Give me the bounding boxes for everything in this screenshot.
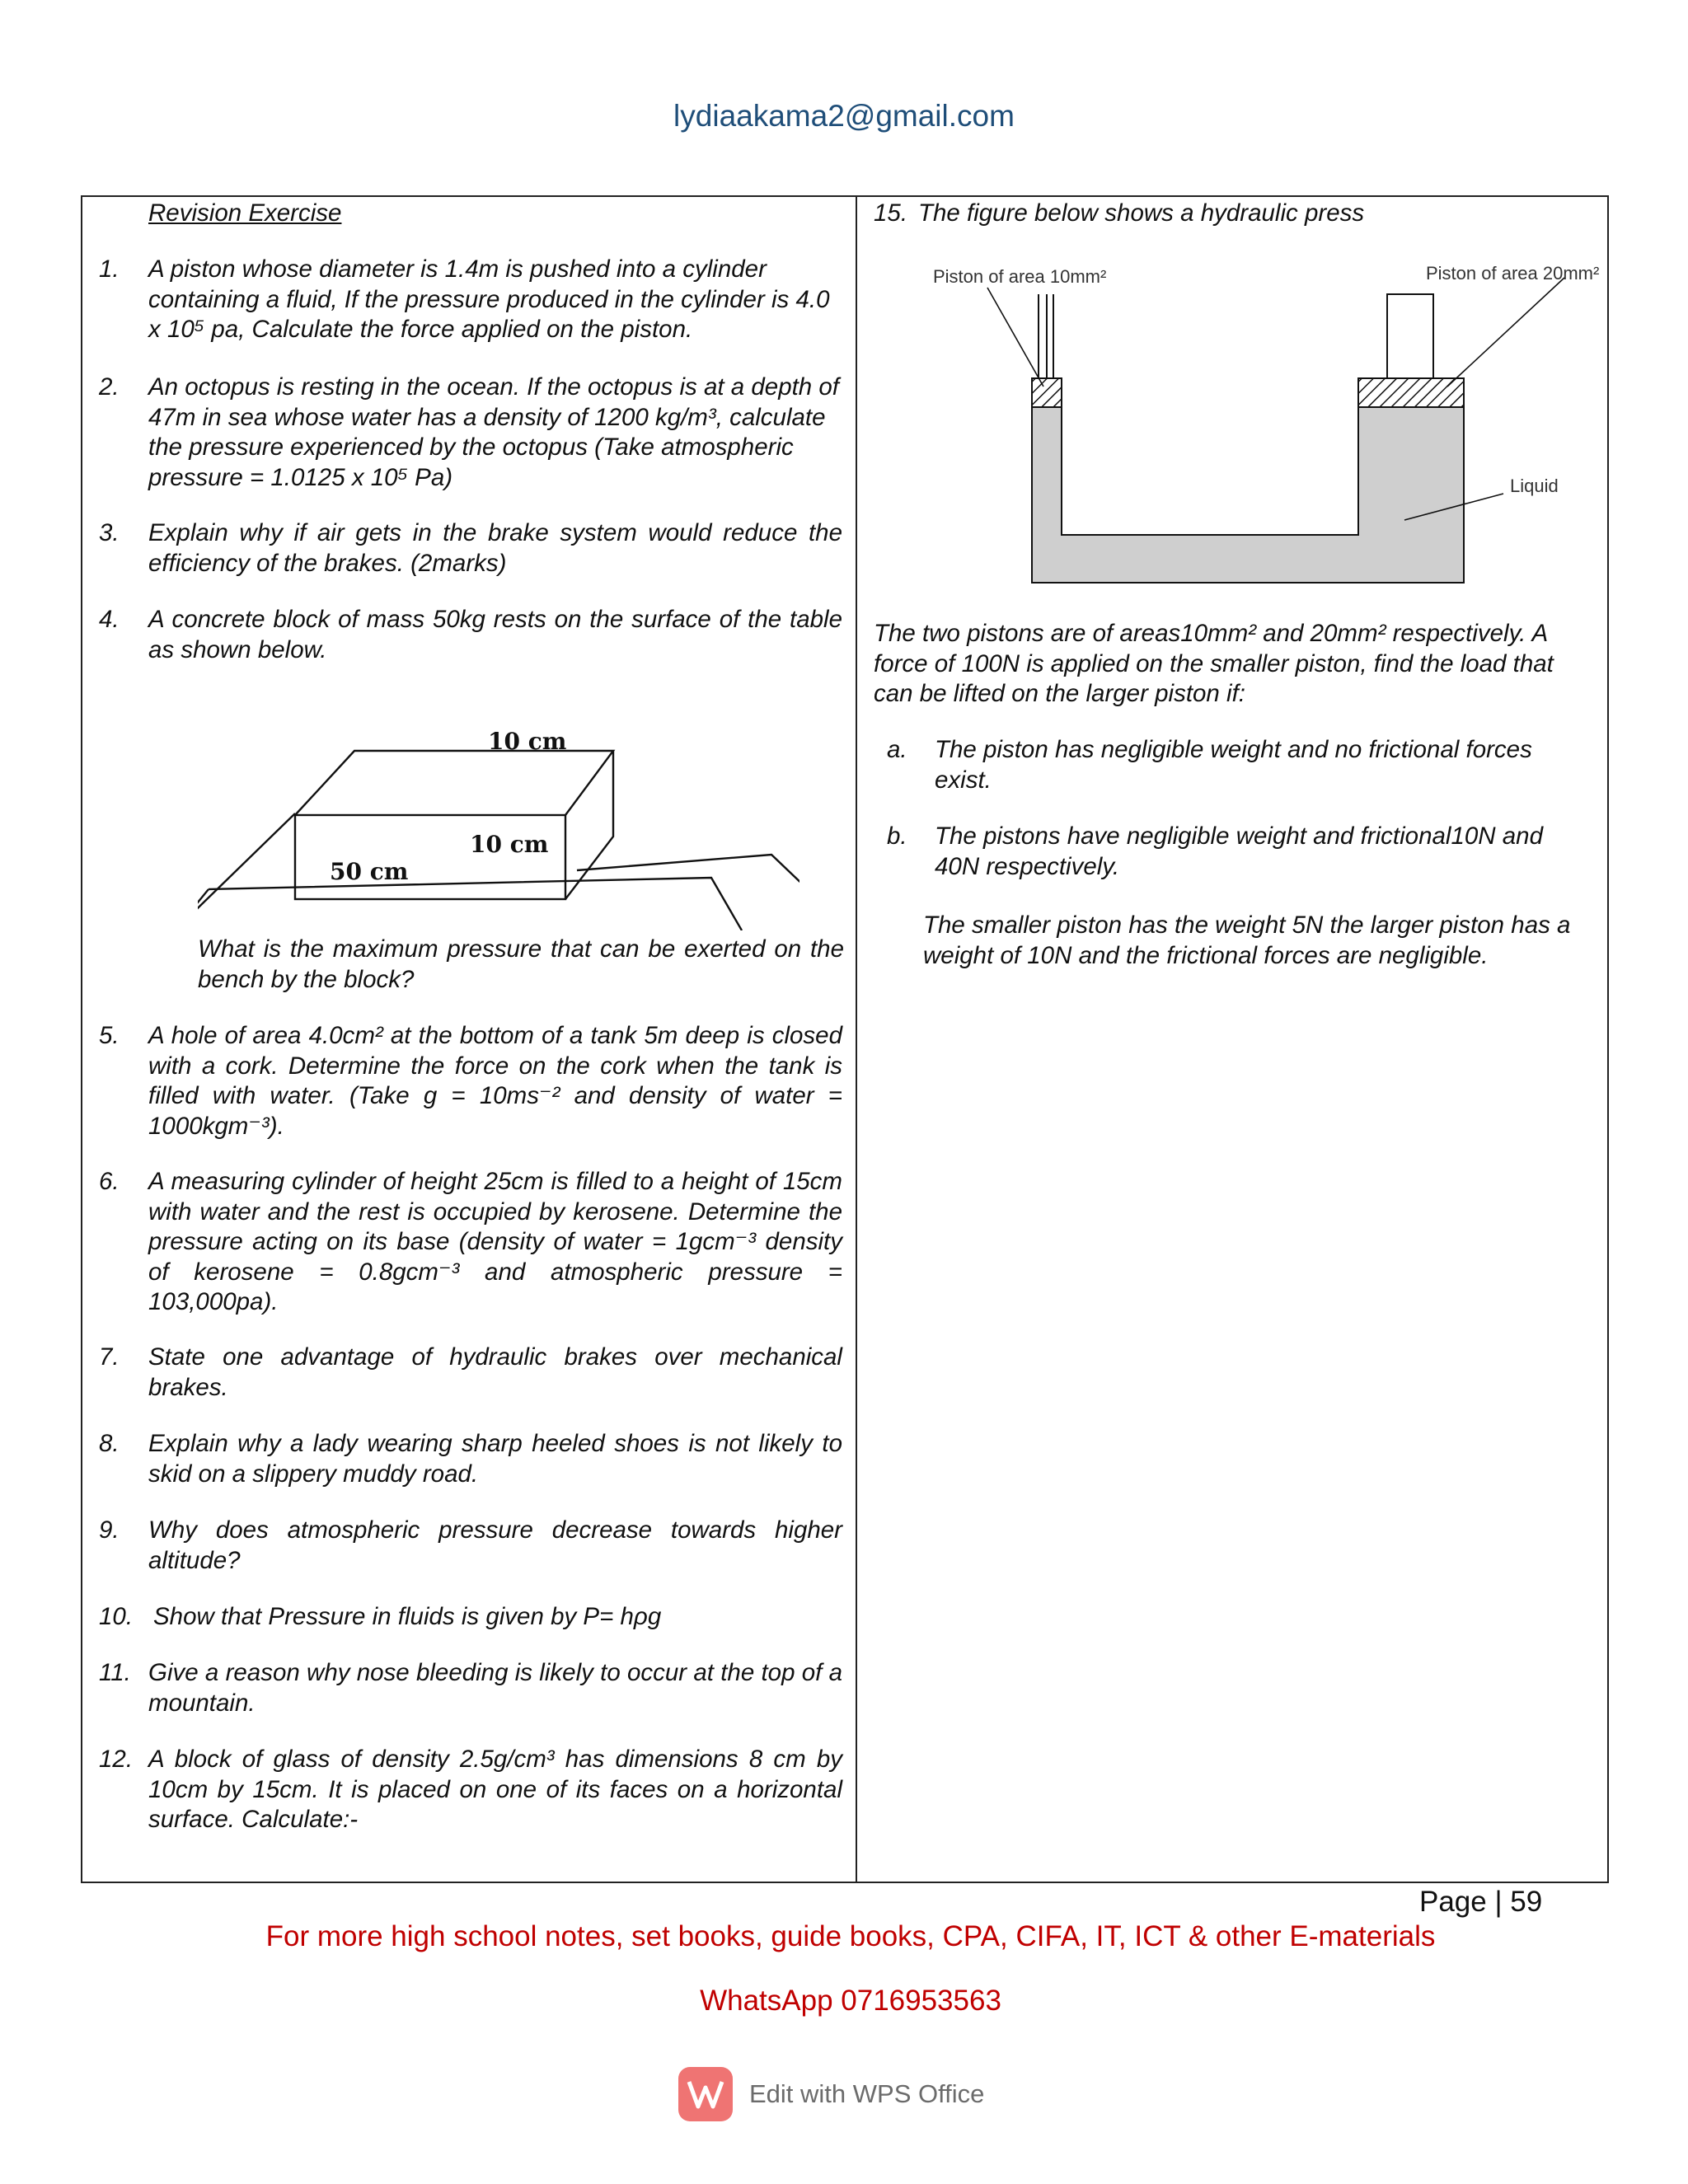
question-number: 10.: [99, 1603, 134, 1630]
question-2: [82, 373, 856, 494]
question-number: 12.: [99, 1746, 134, 1773]
part-text: The piston has negligible weight and no frictional forces exist.: [935, 736, 1532, 794]
question-text: A hole of area 4.0cm² at the bottom of a tank 5m deep is closed with a cork. Determine the force on the cork when the tank is filled with water. (Take g = 10ms⁻² and density of water = 1000kgm⁻³).: [148, 1022, 842, 1140]
part-text: The pistons have negligible weight and frictional10N and 40N respectively.: [935, 823, 1543, 880]
block-on-table-figure: [198, 691, 799, 930]
question-6: [82, 1167, 856, 1319]
question-number: 8.: [99, 1430, 120, 1457]
question-number: 2.: [99, 373, 120, 401]
question-15-number: 15.: [874, 199, 908, 227]
question-12: [82, 1745, 856, 1837]
question-number: 7.: [99, 1343, 120, 1371]
question-text: A block of glass of density 2.5g/cm³ has dimensions 8 cm by 10cm by 15cm. It is placed on one of its faces on a horizontal surface. Calculate:-: [148, 1746, 842, 1833]
large-piston-label: Piston of area 20mm²: [1426, 263, 1599, 284]
small-piston-label: Piston of area 10mm²: [933, 266, 1107, 287]
depth-label: 10 cm: [470, 831, 549, 858]
question-4-followup: What is the maximum pressure that can be exerted on the bench by the block?: [198, 935, 844, 993]
question-7: [82, 1343, 856, 1405]
question-number: 4.: [99, 606, 120, 633]
question-text: A concrete block of mass 50kg rests on the surface of the table as shown below.: [148, 606, 842, 663]
question-11: [82, 1658, 856, 1721]
question-15-text: The two pistons are of areas10mm² and 20mm² respectively. A force of 100N is applied on the smaller piston, find the load that can be lifted on the larger piston if:: [874, 620, 1554, 707]
question-text: An octopus is resting in the ocean. If the octopus is at a depth of 47m in sea whose water has a density of 1200 kg/m³, calculate the pressure experienced by the octopus (Take atmospheric pressure = 1.0125 x 10⁵ Pa): [148, 373, 839, 491]
wps-logo-icon: [678, 2067, 733, 2121]
hydraulic-press-figure: [890, 255, 1599, 584]
question-text: Give a reason why nose bleeding is likely to occur at the top of a mountain.: [148, 1659, 842, 1717]
revision-heading: Revision Exercise: [148, 199, 342, 227]
question-number: 3.: [99, 519, 120, 546]
question-4: [82, 605, 856, 668]
wps-label: Edit with WPS Office: [749, 2079, 985, 2108]
part-c: The smaller piston has the weight 5N the larger piston has a weight of 10N and the frictional forces are negligible.: [923, 912, 1571, 969]
question-number: 5.: [99, 1022, 120, 1049]
content-table: [81, 195, 1609, 1883]
question-text: Show that Pressure in fluids is given by P= hρg: [153, 1603, 662, 1630]
liquid-label: Liquid: [1510, 476, 1559, 496]
question-3: [82, 518, 856, 581]
question-number: 11.: [99, 1659, 131, 1686]
question-8: [82, 1429, 856, 1492]
question-number: 6.: [99, 1168, 120, 1195]
whatsapp-text: WhatsApp 0716953563: [700, 1985, 1001, 2017]
question-1: [82, 255, 856, 347]
question-text: A measuring cylinder of height 25cm is filled to a height of 15cm with water and the rest is occupied by kerosene. Determine the pressure acting on its base (density of water = 1gcm⁻³ density of kerosene = 0.8gcm⁻³ and atmospheric pressure = 103,000pa).: [148, 1168, 842, 1315]
page-number: Page | 59: [1419, 1886, 1543, 1918]
question-text: Why does atmospheric pressure decrease towards higher altitude?: [148, 1516, 842, 1574]
question-text: State one advantage of hydraulic brakes over mechanical brakes.: [148, 1343, 842, 1401]
question-15-title: The figure below shows a hydraulic press: [918, 199, 1365, 227]
question-text: Explain why a lady wearing sharp heeled shoes is not likely to skid on a slippery muddy road.: [148, 1430, 842, 1488]
part-a: [857, 735, 1609, 798]
question-9: [82, 1516, 856, 1578]
part-label: b.: [887, 823, 907, 850]
question-number: 1.: [99, 255, 120, 283]
question-number: 9.: [99, 1516, 120, 1544]
wps-edit-button[interactable]: [678, 2067, 984, 2121]
promo-text: For more high school notes, set books, guide books, CPA, CIFA, IT, ICT & other E-materials: [265, 1920, 1436, 1952]
question-text: Explain why if air gets in the brake system would reduce the efficiency of the brakes. (2marks): [148, 519, 842, 577]
question-text: A piston whose diameter is 1.4m is pushed into a cylinder containing a fluid, If the pressure produced in the cylinder is 4.0 x 10⁵ pa, Calculate the force applied on the piston.: [148, 255, 830, 343]
height-label: 10 cm: [488, 728, 567, 755]
length-label: 50 cm: [330, 858, 409, 885]
question-5: [82, 1021, 856, 1143]
question-10: [82, 1602, 856, 1635]
header-email: lydiaakama2@gmail.com: [673, 99, 1015, 133]
part-label: a.: [887, 736, 907, 763]
part-b: [857, 822, 1609, 884]
column-divider: [856, 197, 857, 1882]
